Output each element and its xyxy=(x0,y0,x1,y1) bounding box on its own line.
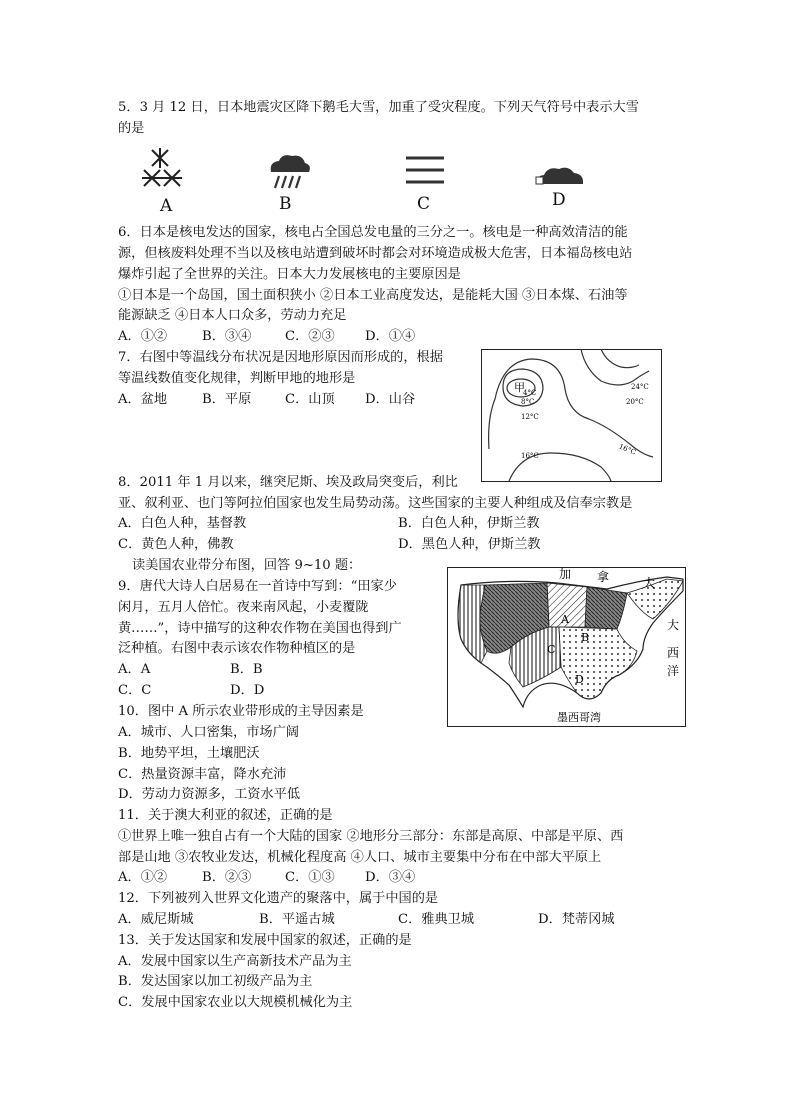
symbol-label-b: B xyxy=(279,194,292,214)
q13-option-b: B．发达国家以加工初级产品为主 xyxy=(118,974,313,989)
canada-label-3: 大 xyxy=(643,576,656,590)
q7-stem-line2: 等温线数值变化规律，判断甲地的地形是 xyxy=(118,371,356,386)
q6-statement-line2: 能源缺乏 ④日本人口众多，劳动力充足 xyxy=(118,308,347,323)
q5-stem-line1: 5．3 月 12 日，日本地震灾区降下鹅毛大雪，加重了受灾程度。下列天气符号中表示大雪 xyxy=(118,100,639,115)
q6-option-c: C．②③ xyxy=(285,329,335,344)
isotherm-label-20: 20°C xyxy=(626,398,644,406)
q12-option-c: C．雅典卫城 xyxy=(398,912,475,927)
us-agriculture-map xyxy=(447,567,686,727)
q7-stem-line1: 7．右图中等温线分布状况是因地形原因而形成的，根据 xyxy=(118,350,443,365)
q9-stem-line4: 泛种植。右图中表示该农作物种植区的是 xyxy=(118,641,356,656)
q11-statement-line1: ①世界上唯一独自占有一个大陆的国家 ②地形分三部分：东部是高原、中部是平原、西 xyxy=(118,829,624,844)
q7-option-a: A．盆地 xyxy=(118,392,168,407)
symbol-label-d: D xyxy=(552,190,566,210)
q6-stem-line2: 源，但核废料处理不当以及核电站遭到破坏时都会对环境造成极大危害，日本福岛核电站 xyxy=(118,246,633,261)
q7-option-c: C．山顶 xyxy=(285,392,335,407)
q6-stem-line3: 爆炸引起了全世界的关注。日本大力发展核电的主要原因是 xyxy=(118,267,461,282)
isotherm-label-8: 8°C xyxy=(521,398,535,406)
heavy-snow-icon xyxy=(140,146,210,196)
q6-option-a: A．①② xyxy=(118,329,168,344)
region-label-d: D xyxy=(575,673,584,686)
q7-option-d: D．山谷 xyxy=(365,392,416,407)
q11-option-d: D．③④ xyxy=(365,870,416,885)
region-label-c: C xyxy=(547,643,556,656)
isotherm-label-12: 12°C xyxy=(521,413,539,421)
q9-option-a: A．A xyxy=(118,662,151,677)
canada-label-1: 加 xyxy=(559,567,572,581)
q6-option-b: B．③④ xyxy=(202,329,252,344)
q12-option-d: D．梵蒂冈城 xyxy=(538,912,615,927)
q7-option-b: B．平原 xyxy=(202,392,252,407)
q13-stem: 13．关于发达国家和发展中国家的叙述，正确的是 xyxy=(118,933,412,948)
q12-stem: 12．下列被列入世界文化遗产的聚落中，属于中国的是 xyxy=(118,891,439,906)
isotherm-map xyxy=(481,349,662,482)
jia-label: 甲 xyxy=(514,381,525,394)
rain-cloud-icon xyxy=(265,152,315,194)
q13-option-a: A．发展中国家以生产高新技术产品为主 xyxy=(118,954,352,969)
q11-option-b: B．②③ xyxy=(202,870,252,885)
q12-option-a: A．威尼斯城 xyxy=(118,912,194,927)
q10-stem: 10．图中 A 所示农业带形成的主导因素是 xyxy=(118,704,364,719)
q11-stem: 11．关于澳大利亚的叙述，正确的是 xyxy=(118,808,333,823)
q6-statement-line1: ①日本是一个岛国，国土面积狭小 ②日本工业高度发达，是能耗大国 ③日本煤、石油等 xyxy=(118,288,628,303)
q11-option-a: A．①② xyxy=(118,870,168,885)
q9-stem-line2: 闲月，五月人倍忙。夜来南风起，小麦覆陇 xyxy=(118,600,369,615)
canada-label-2: 拿 xyxy=(597,570,610,584)
q10-option-c: C．热量资源丰富，降水充沛 xyxy=(118,767,287,782)
q9-option-c: C．C xyxy=(118,683,152,698)
q9-option-b: B．B xyxy=(230,662,263,677)
q6-option-d: D．①④ xyxy=(365,329,416,344)
atlantic-label-2: 西 xyxy=(667,646,680,660)
q10-option-d: D．劳动力资源多，工资水平低 xyxy=(118,787,301,802)
q13-option-c: C．发展中国家农业以大规模机械化为主 xyxy=(118,995,353,1010)
isotherm-label-16-left: 16°C xyxy=(521,452,539,460)
q8-option-a: A．白色人种，基督教 xyxy=(118,516,247,531)
q8-stem-line1: 8．2011 年 1 月以来，继突尼斯、埃及政局突变后，利比 xyxy=(118,475,458,490)
q12-option-b: B．平遥古城 xyxy=(259,912,335,927)
atlantic-label-1: 大 xyxy=(667,618,680,632)
q6-stem-line1: 6．日本是核电发达的国家，核电占全国总发电量的三分之一。核电是一种高效清洁的能 xyxy=(118,225,628,240)
q8-option-c: C．黄色人种，佛教 xyxy=(118,537,234,552)
q8-option-b: B．白色人种，伊斯兰教 xyxy=(398,516,540,531)
gulf-of-mexico-label: 墨西哥湾 xyxy=(557,711,601,724)
q8-option-d: D．黑色人种，伊斯兰教 xyxy=(398,537,541,552)
region-label-b: B xyxy=(581,631,590,644)
q10-option-b: B．地势平坦，土壤肥沃 xyxy=(118,746,260,761)
isotherm-label-24: 24°C xyxy=(631,383,649,391)
atlantic-label-3: 洋 xyxy=(667,664,680,678)
q11-statement-line2: 部是山地 ③农牧业发达，机械化程度高 ④人口、城市主要集中分布在中部大平原上 xyxy=(118,850,602,865)
isotherm-label-4: 4°C xyxy=(523,389,537,397)
q8-stem-line2: 亚、叙利亚、也门等阿拉伯国家也发生局势动荡。这些国家的主要人种组成及信奉宗教是 xyxy=(118,496,633,511)
symbol-label-a: A xyxy=(160,196,173,216)
q5-stem-line2: 的是 xyxy=(118,121,145,136)
isotherm-label-16-right: 16°C xyxy=(617,442,638,457)
q9-stem-line3: 黄……”，诗中描写的这种农作物在美国也得到广 xyxy=(118,621,402,636)
q9-stem-line1: 9．唐代大诗人白居易在一首诗中写到：“田家少 xyxy=(118,579,397,594)
fog-icon xyxy=(404,152,448,188)
q10-option-a: A．城市、人口密集，市场广阔 xyxy=(118,725,299,740)
q9-option-d: D．D xyxy=(230,683,265,698)
q9-10-intro: 读美国农业带分布图，回答 9~10 题： xyxy=(132,558,362,573)
cloudy-icon xyxy=(532,162,588,190)
symbol-label-c: C xyxy=(417,194,431,214)
q11-option-c: C．①③ xyxy=(285,870,335,885)
region-label-a: A xyxy=(561,613,569,626)
